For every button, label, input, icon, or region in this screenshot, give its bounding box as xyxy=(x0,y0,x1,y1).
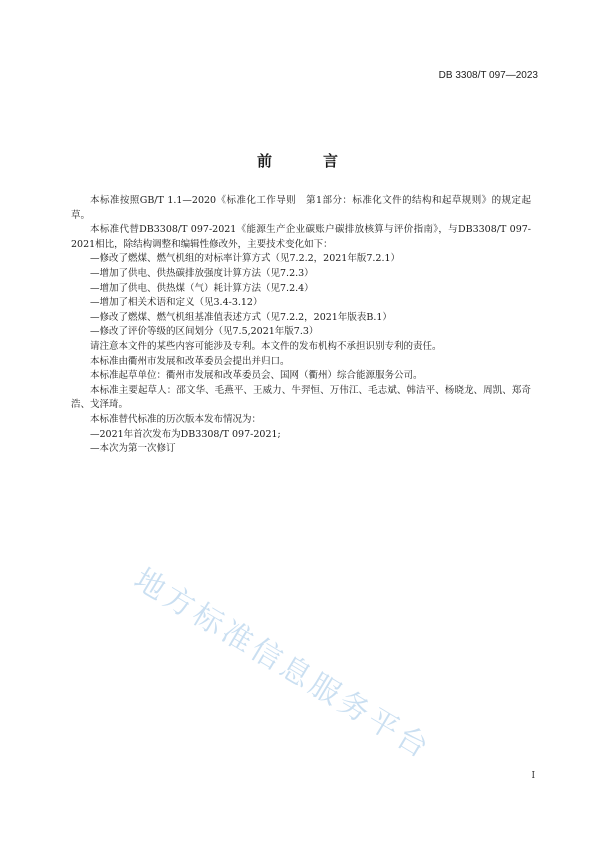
foreword-body xyxy=(71,194,531,457)
page-number: I xyxy=(531,771,535,781)
change-item: —修改了燃煤、燃气机组的对标率计算方式（见7.2.2，2021年版7.2.1） xyxy=(90,253,401,265)
change-item: —修改了评价等级的区间划分（见7.5,2021年版7.3） xyxy=(90,326,319,338)
change-item: —修改了燃煤、燃气机组基准值表述方式（见7.2.2，2021年版表B.1） xyxy=(90,311,392,323)
paragraph-drafters: 本标准主要起草人：邵文华、毛燕平、王威力、牛羿恒、万伟江、毛志斌、韩洁平、杨晓龙、周凯、郑奇浩、戈泽琦。 xyxy=(71,384,531,411)
paragraph-drafting-units: 本标准起草单位：衢州市发展和改革委员会、国网（衢州）综合能源服务公司。 xyxy=(90,370,423,382)
version-item: —2021年首次发布为DB3308/T 097-2021; xyxy=(90,428,281,440)
paragraph-version-history: 本标准替代标准的历次版本发布情况为： xyxy=(90,413,262,425)
paragraph-drafting-rules: 本标准按照GB/T 1.1—2020《标准化工作导则 第1部分：标准化文件的结构和起草规则》的规定起草。 xyxy=(71,195,531,221)
paragraph-patent-notice: 请注意本文件的某些内容可能涉及专利。本文件的发布机构不承担识别专利的责任。 xyxy=(90,340,442,352)
change-item: —增加了相关术语和定义（见3.4-3.12） xyxy=(90,297,263,309)
page-title: 前 言 xyxy=(256,152,356,170)
document-code: DB 3308/T 097—2023 xyxy=(438,70,538,81)
change-item: —增加了供电、供热煤（气）耗计算方法（见7.2.4） xyxy=(90,282,314,294)
change-item: —增加了供电、供热碳排放强度计算方法（见7.2.3） xyxy=(90,267,314,279)
paragraph-replacement: 本标准代替DB3308/T 097-2021《能源生产企业碳账户碳排放核算与评价指南》，与DB3308/T 097-2021相比，除结构调整和编辑性修改外，主要技术变化如下： xyxy=(71,224,531,250)
version-item: —本次为第一次修订 xyxy=(90,443,176,455)
watermark: 地方标准信息服务平台 xyxy=(127,561,438,767)
paragraph-proposer: 本标准由衢州市发展和改革委员会提出并归口。 xyxy=(90,355,290,367)
